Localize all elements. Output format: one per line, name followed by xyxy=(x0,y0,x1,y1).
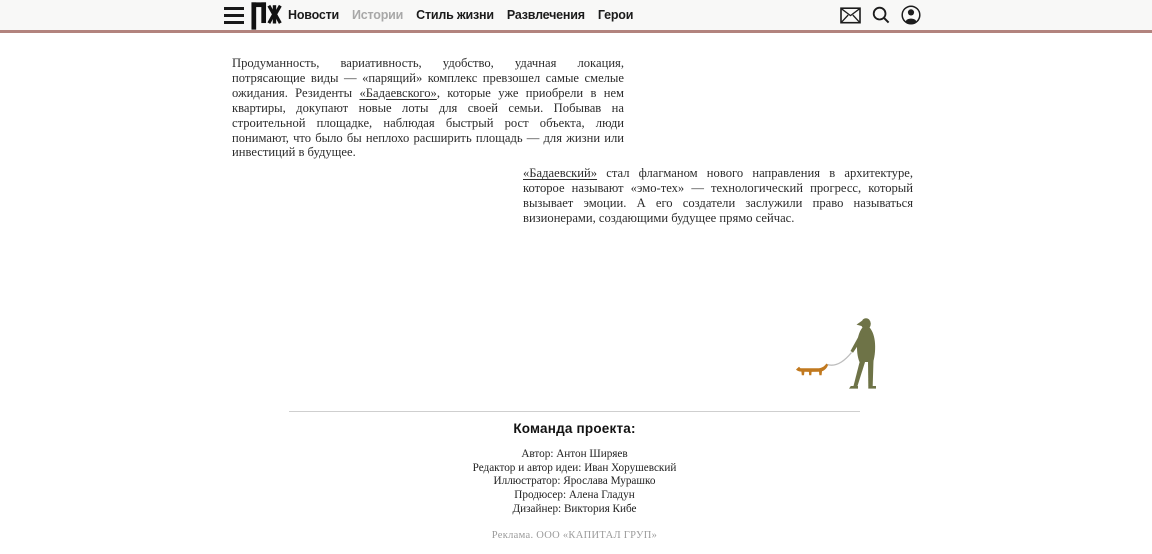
magazine-logo[interactable] xyxy=(251,1,282,36)
article-paragraph-1 xyxy=(232,56,624,160)
search-icon[interactable] xyxy=(872,6,890,24)
nav-item-novosti[interactable]: Новости xyxy=(288,8,340,22)
credit-producer: Продюсер: Алена Гладун xyxy=(514,489,635,502)
section-divider xyxy=(289,411,860,412)
paragraph-2-text: стал флагманом нового направления в архитектуре, которое называют «эмо-тех» — технологический прогресс, который вызывает эмоции. А его создатели заслужили право называться визионерами, создающими будущее прямо сейчас. xyxy=(523,166,913,225)
header-action-icons xyxy=(840,0,921,30)
person-walking-dog-illustration xyxy=(794,316,892,397)
top-navigation-bar xyxy=(0,0,1152,33)
nav-item-istorii[interactable]: Истории xyxy=(352,8,404,22)
paragraph-1-text-cont: , которые уже приобрели в нем квартиры, докупают новые лоты для своей семьи. Побывав на строительной площадке, наблюдая быстрый рост объекта, люди понимают, что было бы неплохо расширить площадь — для жизни или инвестиций в будущее. xyxy=(232,85,624,160)
leash-line xyxy=(827,353,852,366)
main-nav xyxy=(288,0,633,30)
badaevsky-link[interactable]: «Бадаевского» xyxy=(359,85,437,100)
credit-editor: Редактор и автор идеи: Иван Хорушевский xyxy=(472,461,677,474)
paragraph-1-text: Продуманность, вариативность, удобство, удачная локация, потрясающие виды — «парящий» комплекс превзошел самые смелые ожидания. Резиденты xyxy=(232,56,624,100)
ad-disclaimer: Реклама. ООО «КАПИТАЛ ГРУП» xyxy=(491,530,658,541)
badaevsky-link-2[interactable]: «Бадаевский» xyxy=(523,166,598,180)
team-credits xyxy=(289,448,860,517)
credit-author: Автор: Антон Ширяев xyxy=(521,448,628,460)
account-icon[interactable] xyxy=(901,5,921,25)
credit-designer: Дизайнер: Виктория Кибе xyxy=(512,502,637,515)
logo-pzh-icon xyxy=(251,1,282,31)
mail-icon[interactable] xyxy=(840,7,861,24)
article-paragraph-2 xyxy=(523,166,913,226)
hamburger-menu-icon[interactable] xyxy=(224,7,244,24)
nav-item-razvlecheniya[interactable]: Развлечения xyxy=(506,8,585,22)
nav-item-geroi[interactable]: Герои xyxy=(597,8,634,22)
person-silhouette xyxy=(849,318,876,388)
team-heading: Команда проекта: xyxy=(513,421,636,436)
dog-silhouette xyxy=(796,364,828,376)
nav-item-stil-zhizni[interactable]: Стиль жизни xyxy=(416,8,494,22)
credit-illustrator: Иллюстратор: Ярослава Мурашко xyxy=(493,475,656,488)
